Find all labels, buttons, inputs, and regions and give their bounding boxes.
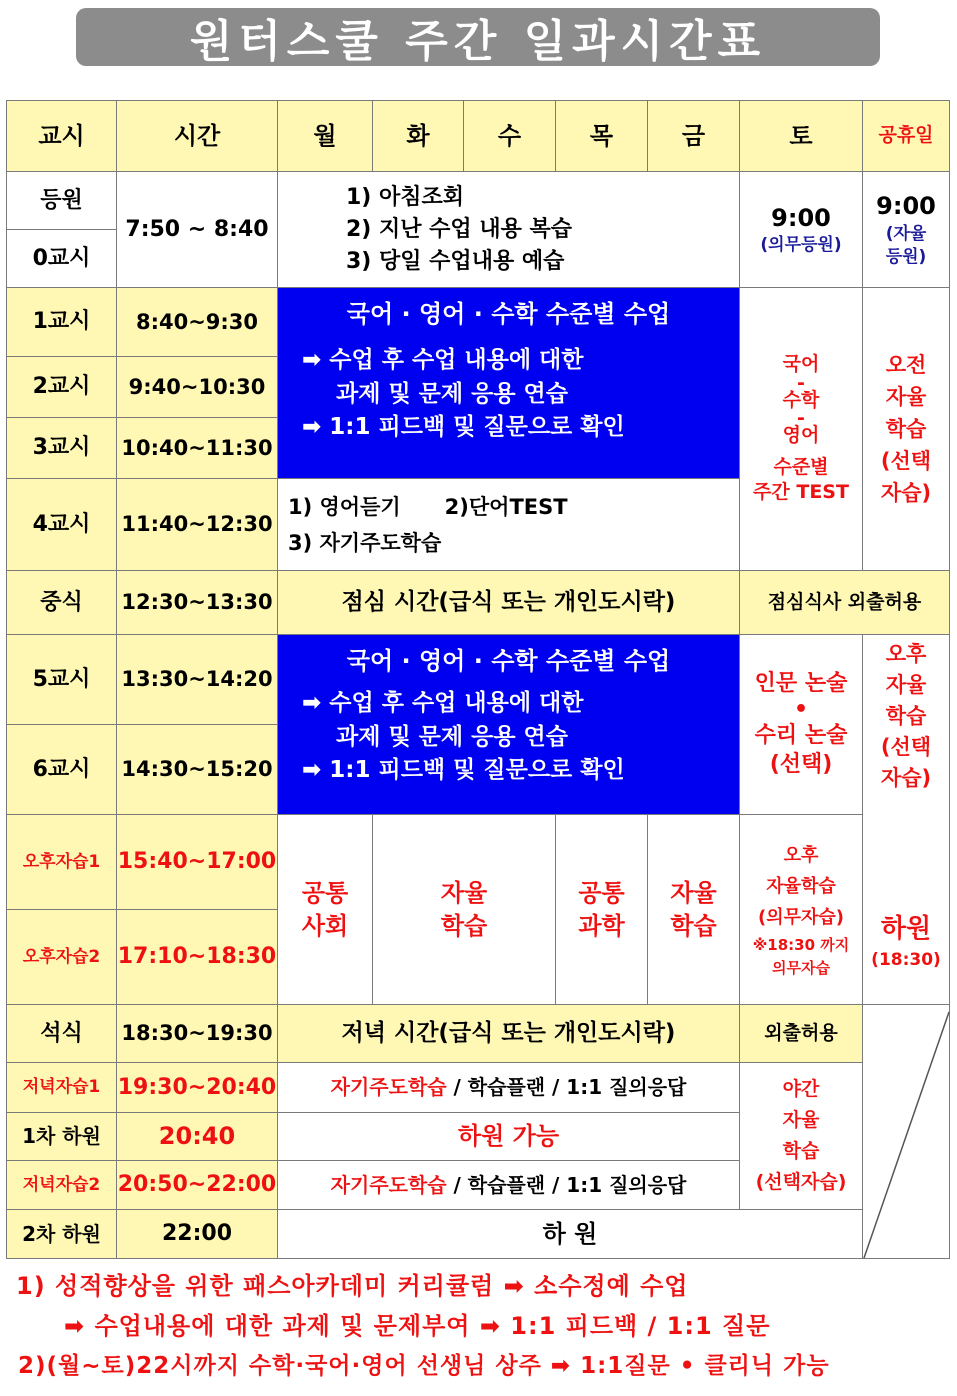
sat-test-text: 수학 — [782, 388, 820, 411]
row-dinner — [7, 1005, 950, 1063]
morning-items — [278, 172, 740, 288]
row-second-out — [7, 1210, 950, 1259]
pm-subject-fri — [648, 815, 740, 1005]
sat-pm-text: 의무자습 — [772, 959, 830, 977]
p5-time: 13:30~14:20 — [117, 635, 278, 725]
pm-subject-text: 공통 — [578, 879, 625, 908]
sat-essay — [740, 635, 863, 815]
p6-label: 6교시 — [7, 725, 117, 815]
header-day-sat: 토 — [740, 101, 863, 172]
holiday-evening-empty — [863, 1005, 950, 1259]
morning-item: 1) 아침조회 — [346, 184, 465, 210]
holiday-pm-text: 자습) — [880, 766, 932, 790]
ev1-text-red: 자기주도학습 — [330, 1075, 447, 1099]
p4-item: 3) 자기주도학습 — [288, 530, 442, 555]
sat-night-study — [740, 1063, 863, 1210]
lunch-time: 12:30~13:30 — [117, 571, 278, 635]
holiday-pm-text: 자율 — [885, 673, 927, 697]
ev2-text — [278, 1161, 740, 1210]
header-holiday: 공휴일 — [863, 101, 950, 172]
sat-night-text: 자율 — [782, 1109, 820, 1131]
p1-label: 1교시 — [7, 288, 117, 357]
p4-items — [278, 479, 740, 571]
pm1-time: 15:40~17:00 — [117, 815, 278, 910]
p4-item: 1) 영어듣기 — [288, 494, 401, 519]
sat-morning — [740, 172, 863, 288]
second-out-text: 하 원 — [278, 1210, 863, 1259]
sat-weekly-test — [740, 288, 863, 571]
pm1-label: 오후자습1 — [7, 815, 117, 910]
p2-label: 2교시 — [7, 357, 117, 418]
holiday-morning — [863, 172, 950, 288]
holiday-am-text: 자율 — [885, 385, 927, 409]
sat-night-text: 학습 — [782, 1140, 820, 1162]
pm-subject-text: 학습 — [670, 911, 717, 940]
row-pm1 — [7, 815, 950, 910]
arrival-label: 등원 — [7, 172, 117, 230]
p3-time: 10:40~11:30 — [117, 418, 278, 479]
header-day-mon: 월 — [278, 101, 373, 172]
lunch-text: 점심 시간(급식 또는 개인도시락) — [278, 571, 740, 635]
pm2-label: 오후자습2 — [7, 910, 117, 1005]
am-class-block — [278, 288, 740, 479]
morning-item: 2) 지난 수업 내용 복습 — [346, 216, 573, 242]
sat-night-text: 야간 — [782, 1078, 820, 1100]
sat-pm-text: 오후 — [783, 845, 819, 866]
sat-pm-text: ※18:30 까지 — [752, 936, 850, 954]
zero-label: 0교시 — [7, 230, 117, 288]
sat-test-text: - — [797, 407, 805, 430]
pm-subject-text: 공통 — [301, 879, 349, 908]
ev2-text-red: 자기주도학습 — [330, 1172, 447, 1197]
p4-item: 2)단어TEST — [444, 494, 568, 519]
class-block-line: ➡ 수업 후 수업 내용에 대한 — [302, 347, 584, 374]
first-out-time: 20:40 — [117, 1113, 278, 1161]
class-block-line: ➡ 수업 후 수업 내용에 대한 — [302, 690, 584, 717]
holiday-morning-note: (자율 — [885, 223, 927, 244]
header-day-wed: 수 — [464, 101, 556, 172]
header-day-tue: 화 — [373, 101, 464, 172]
class-block-line: ➡ 1:1 피드백 및 질문으로 확인 — [302, 414, 625, 441]
holiday-am-text: 오전 — [885, 353, 927, 377]
pm-subject-text: 사회 — [301, 911, 349, 940]
header-day-fri: 금 — [648, 101, 740, 172]
sat-essay-text: 수리 논술 — [754, 722, 848, 748]
ev1-time: 19:30~20:40 — [117, 1063, 278, 1113]
holiday-dismiss-time: (18:30) — [871, 950, 941, 970]
footnote-line: 1) 성적향상을 위한 패스아카데미 커리큘럼 ➡ 소수정예 수업 — [16, 1272, 689, 1300]
holiday-am-text: 자습) — [880, 481, 932, 505]
pm-subject-text: 학습 — [440, 911, 488, 940]
sat-essay-text: • — [793, 696, 809, 722]
holiday-am-text: 학습 — [885, 417, 927, 441]
p2-time: 9:40~10:30 — [117, 357, 278, 418]
dinner-time: 18:30~19:30 — [117, 1005, 278, 1063]
holiday-pm-text: 학습 — [885, 704, 927, 728]
ev1-text — [278, 1063, 740, 1113]
first-out-label: 1차 하원 — [7, 1113, 117, 1161]
holiday-am-study — [863, 288, 950, 571]
sat-essay-text: (선택) — [769, 752, 833, 778]
ev2-text-rest: / 학습플랜 / 1:1 질의응답 — [446, 1172, 687, 1197]
class-block-line: 과제 및 문제 응용 연습 — [336, 723, 568, 750]
p4-time: 11:40~12:30 — [117, 479, 278, 571]
footnote-line: ➡ 수업내용에 대한 과제 및 문제부여 ➡ 1:1 피드백 / 1:1 질문 — [64, 1312, 771, 1340]
p3-label: 3교시 — [7, 418, 117, 479]
ev2-label: 저녁자습2 — [7, 1161, 117, 1210]
pm2-time: 17:10~18:30 — [117, 910, 278, 1005]
holiday-am-text: (선택 — [880, 449, 932, 473]
sat-essay-text: 인문 논술 — [754, 670, 848, 696]
sat-morning-time: 9:00 — [771, 203, 831, 232]
header-time: 시간 — [117, 101, 278, 172]
pm-subject-text: 자율 — [670, 879, 717, 908]
pm-class-block — [278, 635, 740, 815]
title-bar — [76, 8, 880, 66]
page-title: 원터스쿨 주간 일과시간표 — [189, 16, 767, 67]
footnotes — [0, 1266, 957, 1386]
sat-pm-study — [740, 815, 863, 1005]
row-arrival — [7, 172, 950, 230]
lunch-label: 중식 — [7, 571, 117, 635]
class-block-line: ➡ 1:1 피드백 및 질문으로 확인 — [302, 757, 625, 784]
first-out-text: 하원 가능 — [278, 1113, 740, 1161]
header-period: 교시 — [7, 101, 117, 172]
sat-night-text: (선택자습) — [755, 1171, 847, 1193]
sat-pm-text: 자율학습 — [766, 876, 836, 897]
class-block-title: 국어 · 영어 · 수학 수준별 수업 — [346, 300, 671, 328]
row-lunch — [7, 571, 950, 635]
row-p5 — [7, 635, 950, 725]
row-ev1 — [7, 1063, 950, 1113]
holiday-pm-study — [863, 635, 950, 1005]
holiday-morning-note: 등원) — [885, 246, 927, 267]
holiday-dismiss: 하원 — [880, 914, 932, 944]
second-out-time: 22:00 — [117, 1210, 278, 1259]
pm-subject-text: 과학 — [578, 911, 625, 940]
class-block-line: 과제 및 문제 응용 연습 — [336, 380, 568, 407]
sat-test-text: 수준별 — [773, 455, 829, 478]
p6-time: 14:30~15:20 — [117, 725, 278, 815]
footnote-line: 2)(월~토)22시까지 수학·국어·영어 선생님 상주 ➡ 1:1질문 • 클리닉 가능 — [18, 1353, 830, 1379]
class-block-title: 국어 · 영어 · 수학 수준별 수업 — [346, 647, 671, 675]
sat-lunch-text: 점심식사 외출허용 — [740, 571, 950, 635]
pm-subject-thu — [556, 815, 648, 1005]
pm-subject-mon — [278, 815, 373, 1005]
header-day-thu: 목 — [556, 101, 648, 172]
dinner-text: 저녁 시간(급식 또는 개인도시락) — [278, 1005, 740, 1063]
ev2-time: 20:50~22:00 — [117, 1161, 278, 1210]
p4-label: 4교시 — [7, 479, 117, 571]
ev1-label: 저녁자습1 — [7, 1063, 117, 1113]
dinner-label: 석식 — [7, 1005, 117, 1063]
sat-test-text: - — [797, 371, 805, 394]
sat-dinner-text: 외출허용 — [740, 1005, 863, 1063]
sat-test-text: 주간 TEST — [753, 481, 849, 504]
sat-morning-note: (의무등원) — [760, 235, 842, 256]
p1-time: 8:40~9:30 — [117, 288, 278, 357]
pm-subject-text: 자율 — [440, 879, 488, 908]
header-row — [7, 101, 950, 172]
sat-test-text: 영어 — [782, 424, 820, 447]
holiday-pm-text: 오후 — [885, 642, 927, 666]
morning-time: 7:50 ~ 8:40 — [117, 172, 278, 288]
ev1-text-rest: / 학습플랜 / 1:1 질의응답 — [446, 1075, 687, 1099]
holiday-pm-text: (선택 — [880, 735, 932, 759]
morning-item: 3) 당일 수업내용 예습 — [346, 248, 565, 274]
sat-pm-text: (의무자습) — [757, 907, 844, 928]
holiday-morning-time: 9:00 — [876, 192, 936, 221]
row-p1 — [7, 288, 950, 357]
second-out-label: 2차 하원 — [7, 1210, 117, 1259]
timetable — [6, 100, 950, 1259]
pm-subject-tue-wed — [373, 815, 556, 1005]
sat-test-text: 국어 — [782, 352, 820, 375]
p5-label: 5교시 — [7, 635, 117, 725]
